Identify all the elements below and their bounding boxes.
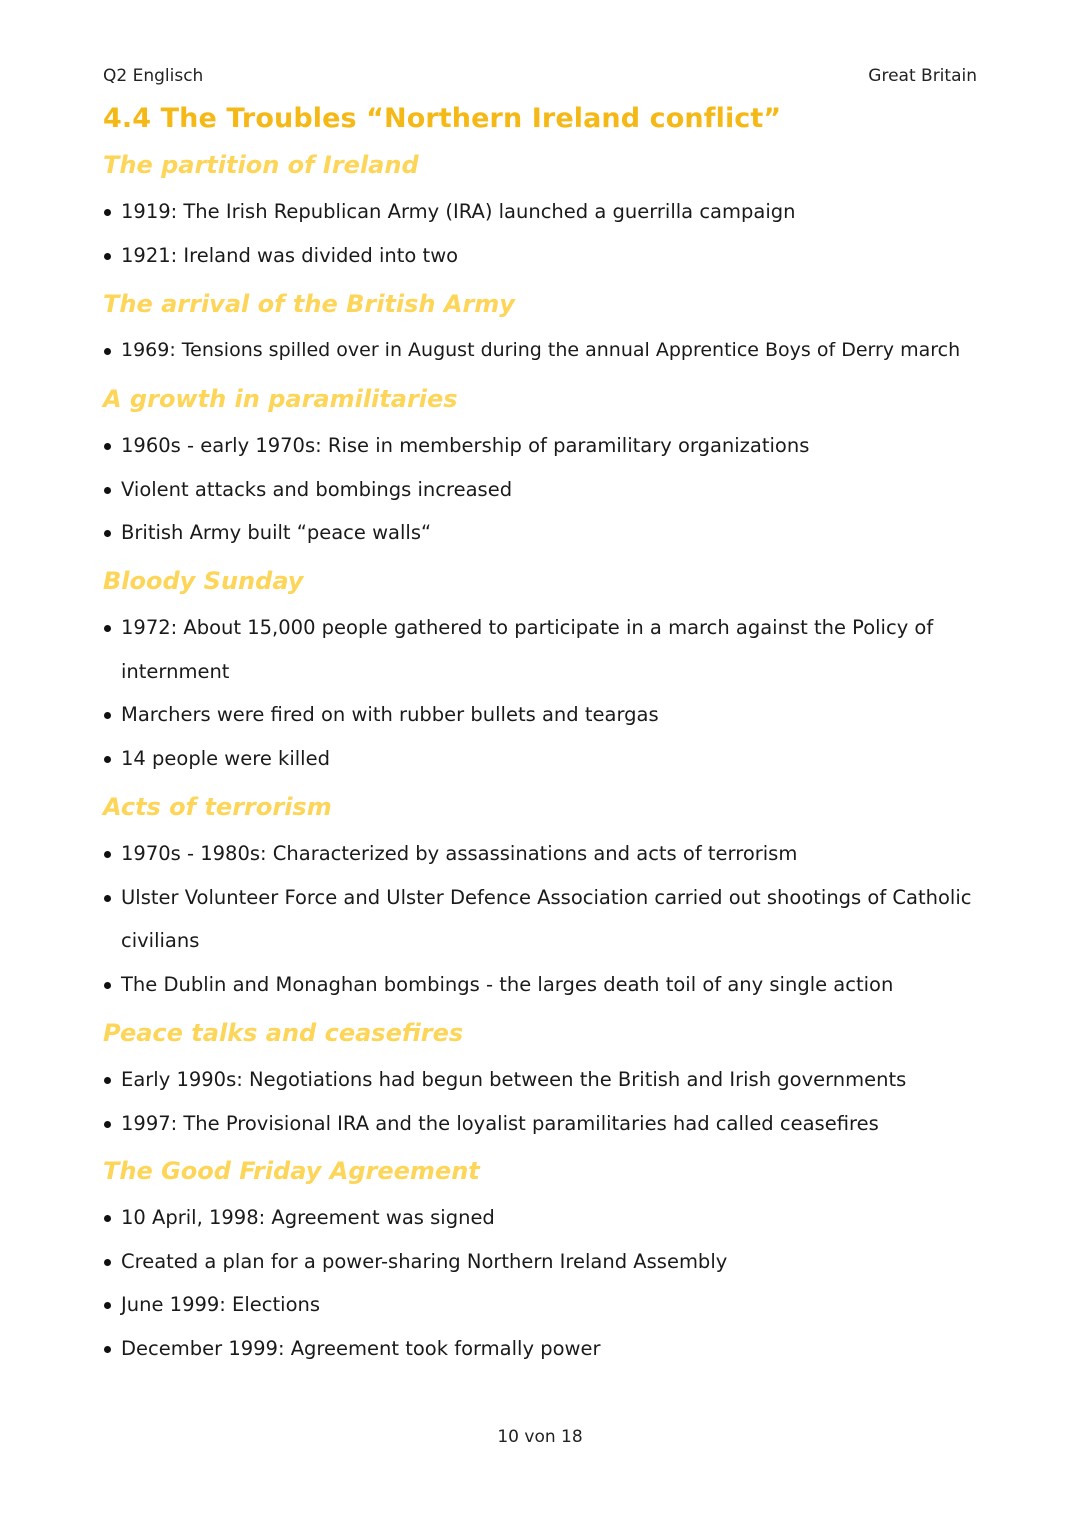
page-title: 4.4 The Troubles “Northern Ireland conflict” <box>103 103 782 134</box>
section-title: Acts of terrorism <box>103 793 332 821</box>
list-item: The Dublin and Monaghan bombings - the larges death toil of any single action <box>103 963 993 1007</box>
list-item: Violent attacks and bombings increased <box>103 468 1003 512</box>
list-item: 1921: Ireland was divided into two <box>103 234 1003 278</box>
list-item: June 1999: Elections <box>103 1283 1003 1327</box>
section-title: The Good Friday Agreement <box>103 1157 480 1185</box>
section-title: The arrival of the British Army <box>103 290 515 318</box>
section-good-friday <box>103 1156 1003 1370</box>
list-item: 1969: Tensions spilled over in August during the annual Apprentice Boys of Derry march <box>103 329 1003 373</box>
page-number: 10 von 18 <box>497 1427 583 1447</box>
list-item: Created a plan for a power-sharing Northern Ireland Assembly <box>103 1240 1003 1284</box>
section-bloody-sunday <box>103 566 943 780</box>
list-item: Early 1990s: Negotiations had begun between the British and Irish governments <box>103 1058 1003 1102</box>
section-title: Peace talks and ceasefires <box>103 1019 464 1047</box>
list-item: December 1999: Agreement took formally power <box>103 1327 1003 1371</box>
list-item: 1919: The Irish Republican Army (IRA) launched a guerrilla campaign <box>103 190 1003 234</box>
list-item: Marchers were fired on with rubber bullets and teargas <box>103 693 943 737</box>
list-item: 14 people were killed <box>103 737 943 781</box>
section-peace-talks <box>103 1018 1003 1145</box>
list-item: 10 April, 1998: Agreement was signed <box>103 1196 1003 1240</box>
list-item: 1997: The Provisional IRA and the loyalist paramilitaries had called ceasefires <box>103 1102 1003 1146</box>
section-title: The partition of Ireland <box>103 151 419 179</box>
header-topic: Great Britain <box>868 66 977 86</box>
section-paramilitaries <box>103 384 1003 555</box>
list-item: 1972: About 15,000 people gathered to participate in a march against the Policy of internment <box>103 606 943 693</box>
section-title: A growth in paramilitaries <box>103 385 458 413</box>
section-terrorism <box>103 792 993 1006</box>
header-subject: Q2 Englisch <box>103 66 204 86</box>
section-partition <box>103 150 1003 277</box>
list-item: 1970s - 1980s: Characterized by assassinations and acts of terrorism <box>103 832 993 876</box>
section-british-army <box>103 289 1003 373</box>
list-item: 1960s - early 1970s: Rise in membership of paramilitary organizations <box>103 424 1003 468</box>
section-title: Bloody Sunday <box>103 567 304 595</box>
list-item: British Army built “peace walls“ <box>103 511 1003 555</box>
list-item: Ulster Volunteer Force and Ulster Defence Association carried out shootings of Catholic civilians <box>103 876 993 963</box>
